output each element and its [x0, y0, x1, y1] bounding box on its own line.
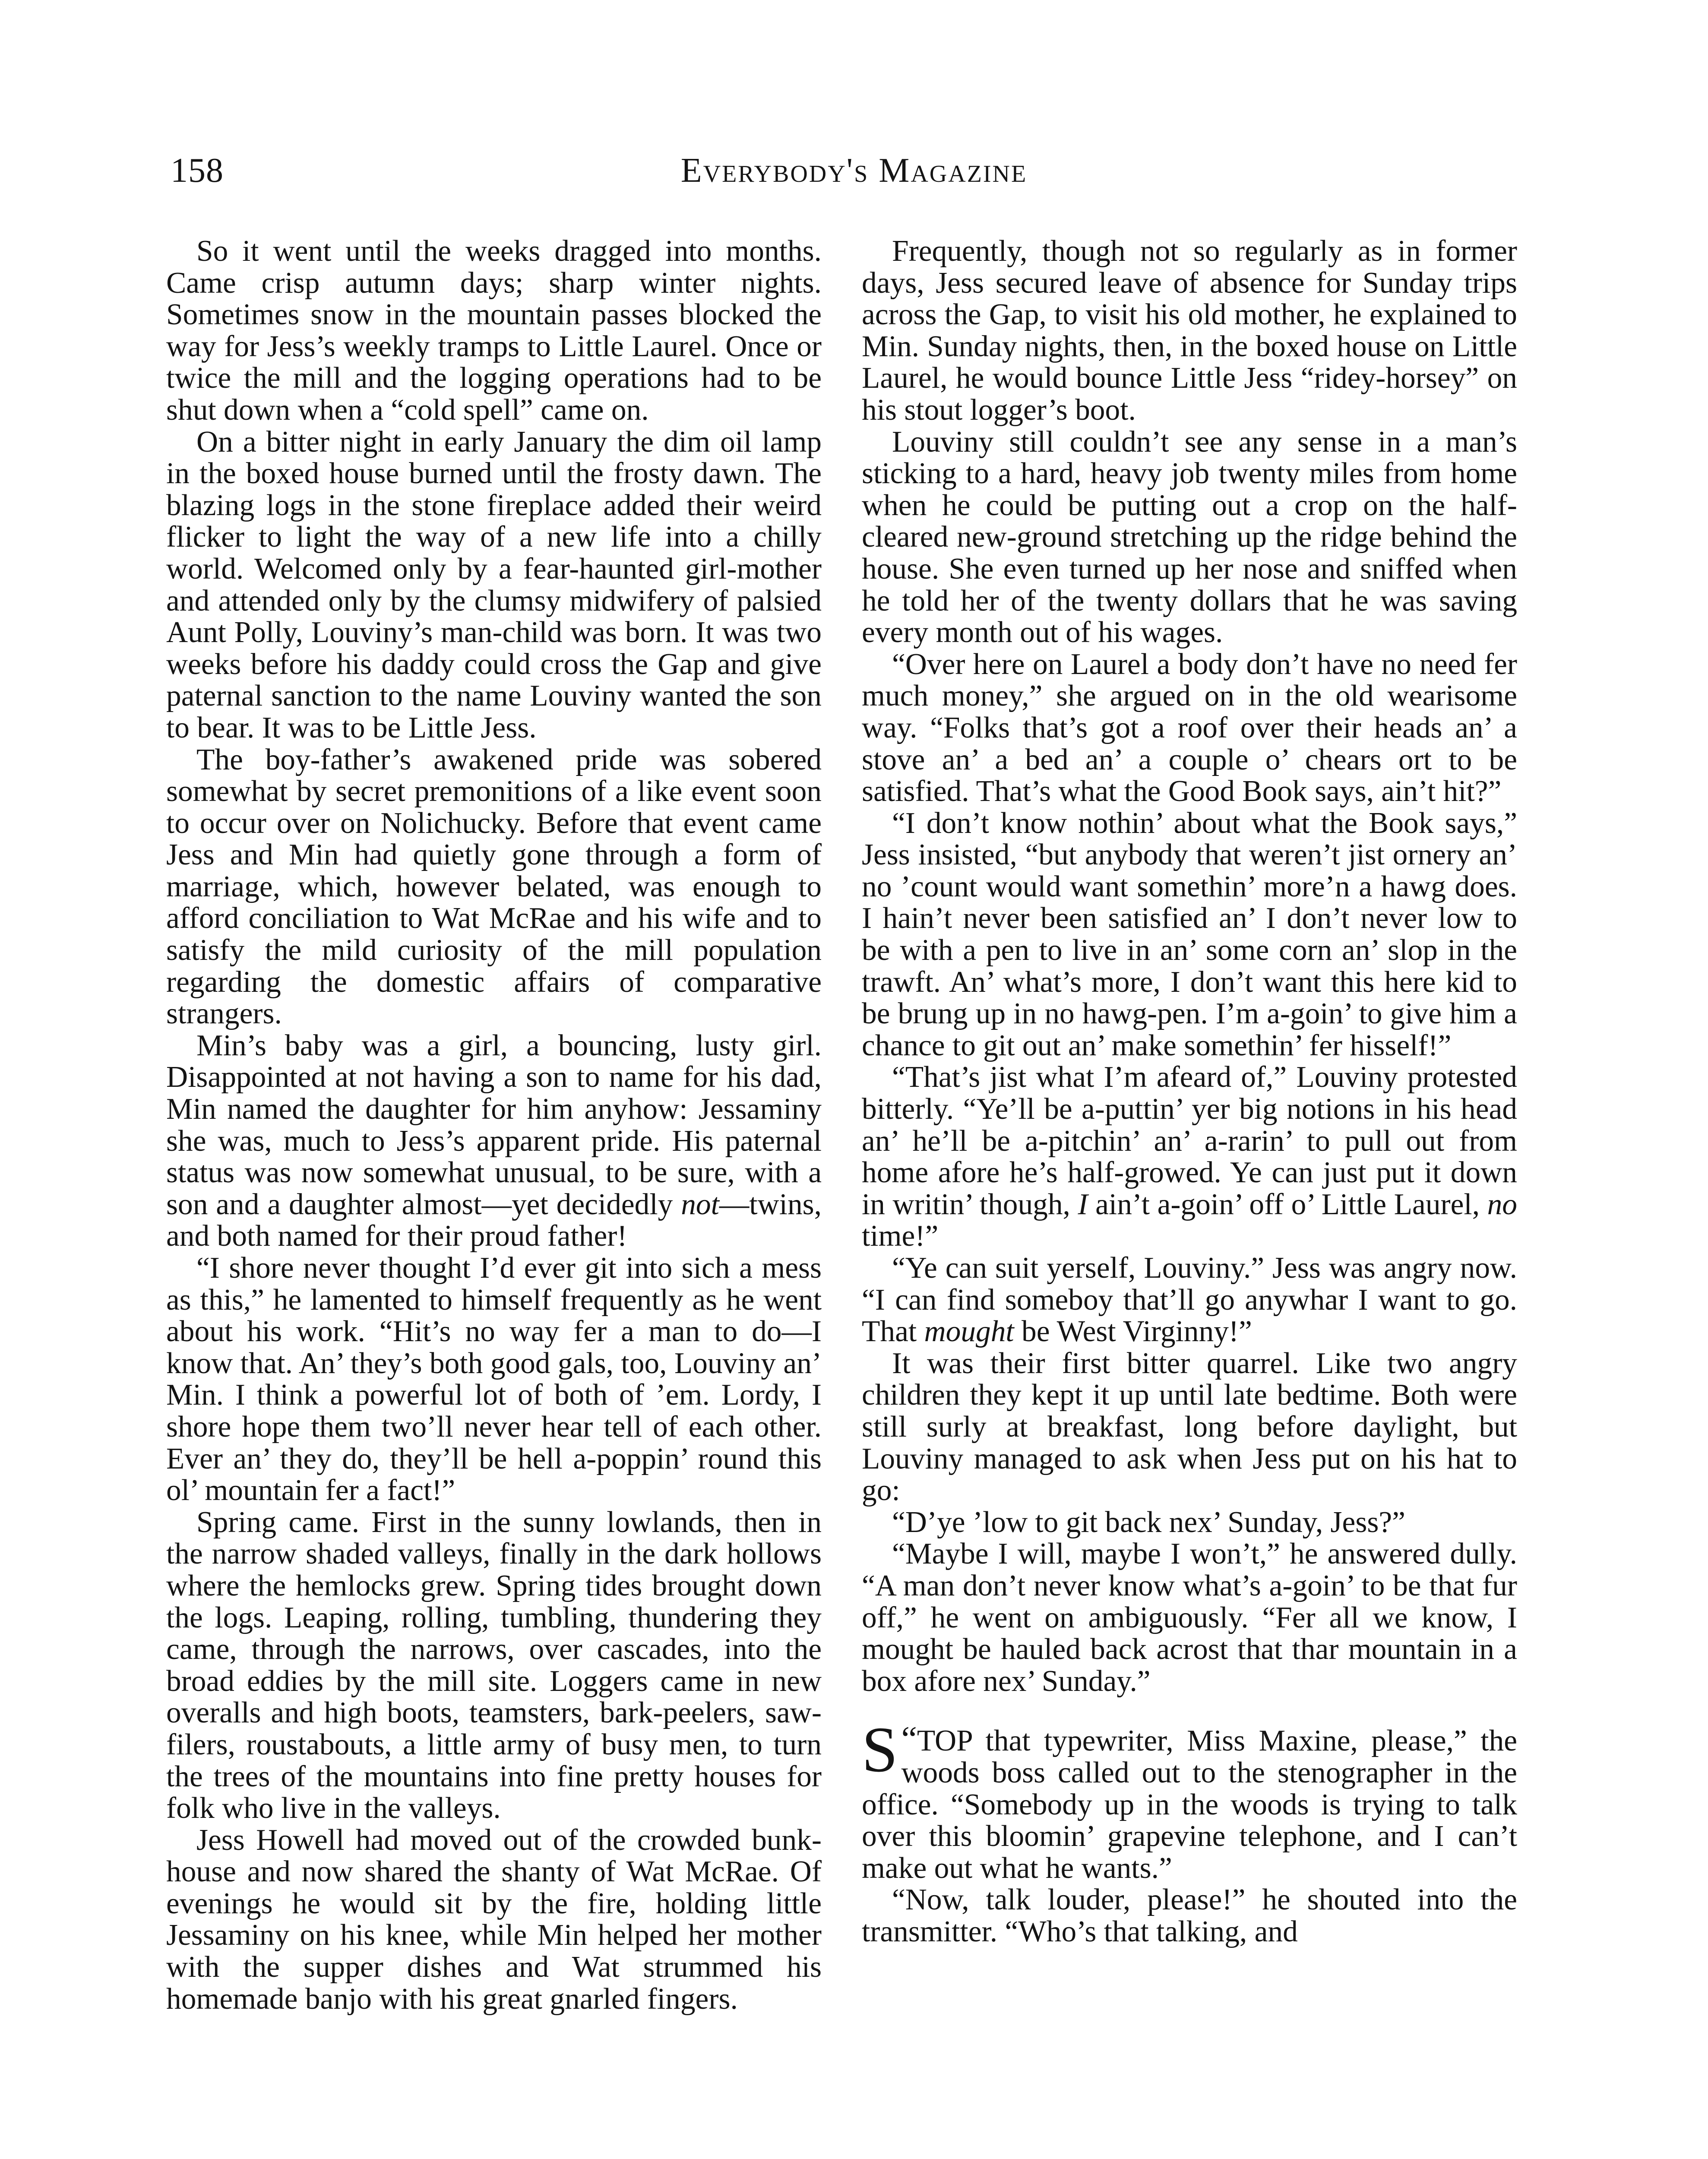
paragraph-text: be West Virginny!”	[1014, 1315, 1252, 1349]
page-header	[0, 151, 1708, 212]
paragraph-text: —twins, and both named for their proud father!	[166, 1187, 822, 1253]
paragraph: “Now, talk louder, please!” he shouted into the transmitter. “Who’s that talking, and	[862, 1883, 1517, 1948]
paragraph: “Over here on Laurel a body don’t have no need fer much money,” she argued on in the old wearisome way. “Folks that’s got a roof over their heads an’ a stove an’ a bed an’ a couple o’ chears ort to be satisfied. That’s what the Good Book says, ain’t hit?”	[862, 647, 1517, 808]
left-column	[166, 235, 822, 2159]
dropcap-paragraph	[862, 1714, 1517, 1885]
paragraph: Spring came. First in the sunny lowlands, then in the narrow shaded valleys, finally in the dark hollows where the hemlocks grew. Spring tides brought down the logs. Leaping, rolling, tumbling, thundering they came, through the narrows, over cascades, into the broad eddies by the mill site. Loggers came in new overalls and high boots, teamsters, bark-peelers, saw-filers, roustabouts, a little army of busy men, to turn the trees of the mountains into fine pretty houses for folk who live in the valleys.	[166, 1505, 822, 1825]
paragraph: So it went until the weeks dragged into months. Came crisp autumn days; sharp winter nights. Sometimes snow in the mountain passes blocked the way for Jess’s weekly tramps to Little Laurel. Once or twice the mill and the logging operations had to be shut down when a “cold spell” came on.	[166, 234, 822, 427]
paragraph: The boy-father’s awakened pride was sobered somewhat by secret premonitions of a like event soon to occur over on Nolichucky. Before that event came Jess and Min had quietly gone through a form of marriage, which, however belated, was enough to afford conciliation to Wat McRae and his wife and to satisfy the mild curiosity of the mill population regarding the domestic affairs of comparative strangers.	[166, 743, 822, 1031]
paragraph-text: time!”	[862, 1219, 939, 1253]
paragraph	[862, 1252, 1517, 1348]
paragraph: “I shore never thought I’d ever git into sich a mess as this,” he lamented to himself frequently as he went about his work. “Hit’s no way fer a man to do—I know that. An’ they’s both good gals, too, Louviny an’ Min. I think a powerful lot of both of ’em. Lordy, I shore hope them two’ll never hear tell of each other. Ever an’ they do, they’ll be hell a-poppin’ round this ol’ mountain fer a fact!”	[166, 1251, 822, 1507]
paragraph-text: “That’s jist what I’m afeard of,” Louviny protested bitterly. “Ye’ll be a-puttin’ yer big notions in his head an’ he’ll be a-pitchin’ an’ a-rarin’ to pull out from home afore he’s half-growed. Ye can just put it down in writin’ though,	[862, 1061, 1517, 1221]
drop-cap: S	[862, 1714, 898, 1786]
paragraph-text: TOP that typewriter, Miss Maxine, please,” the woods boss called out to the stenographer in the office. “Somebody up in the woods is trying to talk over this bloomin’ grapevine telephone, and I can’t make out what he wants.”	[862, 1724, 1517, 1885]
paragraph-text: “Ye can suit yerself, Louviny.” Jess was angry now. “I can find someboy that’ll go anywhar I want to go. That	[862, 1251, 1517, 1349]
paragraph: “D’ye ’low to git back nex’ Sunday, Jess?”	[892, 1505, 1405, 1539]
paragraph: Jess Howell had moved out of the crowded bunk-house and now shared the shanty of Wat McRae. Of evenings he would sit by the fire, holding little Jessaminy on his knee, while Min helped her mother with the supper dishes and Wat strummed his homemade banjo with his great gnarled fingers.	[166, 1823, 822, 2016]
emphasis: not	[681, 1187, 719, 1221]
emphasis: no	[1487, 1187, 1517, 1221]
paragraph: Frequently, though not so regularly as in former days, Jess secured leave of absence for Sunday trips across the Gap, to visit his old mother, he explained to Min. Sunday nights, then, in the boxed house on Little Laurel, he would bounce Little Jess “ridey-horsey” on his stout logger’s boot.	[862, 234, 1517, 427]
emphasis: mought	[924, 1315, 1014, 1349]
paragraph: On a bitter night in early January the dim oil lamp in the boxed house burned until the frosty dawn. The blazing logs in the stone fireplace added their weird flicker to light the way of a new life into a chilly world. Welcomed only by a fear-haunted girl-mother and attended only by the clumsy midwifery of palsied Aunt Polly, Louviny’s man-child was born. It was two weeks before his daddy could cross the Gap and give paternal sanction to the name Louviny wanted the son to bear. It was to be Little Jess.	[166, 425, 822, 744]
dropcap-quote: “	[901, 1719, 917, 1759]
paragraph	[862, 1061, 1517, 1252]
paragraph: It was their first bitter quarrel. Like two angry children they kept it up until late bedtime. Both were still surly at breakfast, long before daylight, but Louviny managed to ask when Jess put on his hat to go:	[862, 1346, 1517, 1507]
page-number: 158	[171, 152, 224, 190]
paragraph: “Maybe I will, maybe I won’t,” he answered dully. “A man don’t never know what’s a-goin’ to be that fur off,” he went on ambiguously. “Fer all we know, I mought be hauled back acrost that thar mountain in a box afore nex’ Sunday.”	[862, 1537, 1517, 1698]
paragraph	[166, 1030, 822, 1252]
paragraph: Louviny still couldn’t see any sense in a man’s sticking to a hard, heavy job twenty miles from home when he could be putting out a crop on the half-cleared new-ground stretching up the ridge behind the house. She even turned up her nose and sniffed when he told her of the twenty dollars that he was saving every month out of his wages.	[862, 425, 1517, 649]
right-column	[862, 235, 1517, 2159]
section-break	[862, 1697, 1517, 1723]
paragraph-text: ain’t a-goin’ off o’ Little Laurel,	[1088, 1187, 1487, 1221]
running-head: Everybody's Magazine	[680, 152, 1028, 190]
paragraph: “I don’t know nothin’ about what the Book says,” Jess insisted, “but anybody that weren’t jist ornery an’ no ’count would want somethin’ more’n a hawg does. I hain’t never been satisfied an’ I don’t never low to be with a pen to live in an’ some corn an’ slop in the trawft. An’ what’s more, I don’t want this here kid to be brung up in no hawg-pen. I’m a-goin’ to give him a chance to git out an’ make somethin’ fer hisself!”	[862, 806, 1517, 1062]
paragraph-text: Min’s baby was a girl, a bouncing, lusty girl. Disappointed at not having a son to name for his dad, Min named the daughter for him anyhow: Jessaminy she was, much to Jess’s apparent pride. His paternal status was now somewhat unusual, to be sure, with a son and a daughter almost—yet decidedly	[166, 1029, 822, 1221]
emphasis: I	[1078, 1187, 1088, 1221]
